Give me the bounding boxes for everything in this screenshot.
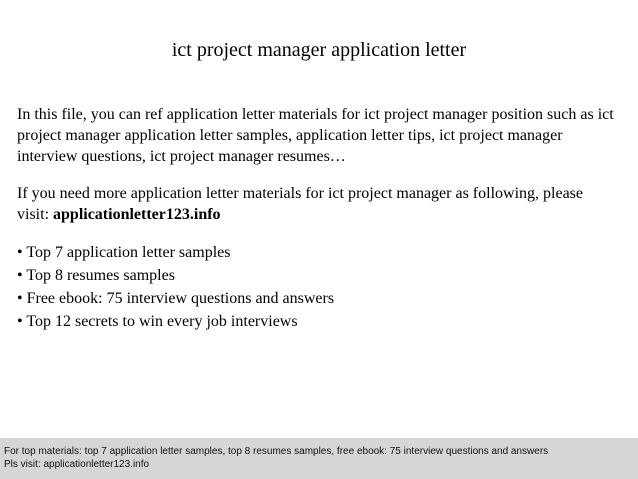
visit-paragraph xyxy=(17,183,617,225)
bullet-item-2: • Top 8 resumes samples xyxy=(17,267,175,284)
bullet-item-4: • Top 12 secrets to win every job interviews xyxy=(17,313,298,330)
visit-text: If you need more application letter materials for ict project manager as following, please visit: xyxy=(17,185,583,223)
intro-paragraph: In this file, you can ref application letter materials for ict project manager position such as ict project manager application letter samples, application letter tips, ict project manager interview questions, ict project manager resumes… xyxy=(17,106,614,165)
bullet-list xyxy=(17,241,617,333)
footer-bar xyxy=(0,438,638,479)
bullet-item-3: • Free ebook: 75 interview questions and answers xyxy=(17,290,335,307)
footer-line-2: Pls visit: applicationletter123.info xyxy=(4,459,150,470)
footer-line-1: For top materials: top 7 application letter samples, top 8 resumes samples, free ebook: 75 interview questions and answers xyxy=(4,446,549,457)
bullet-item-1: • Top 7 application letter samples xyxy=(17,244,231,261)
slide-title: ict project manager application letter xyxy=(171,39,467,61)
visit-link[interactable]: applicationletter123.info xyxy=(53,206,221,223)
